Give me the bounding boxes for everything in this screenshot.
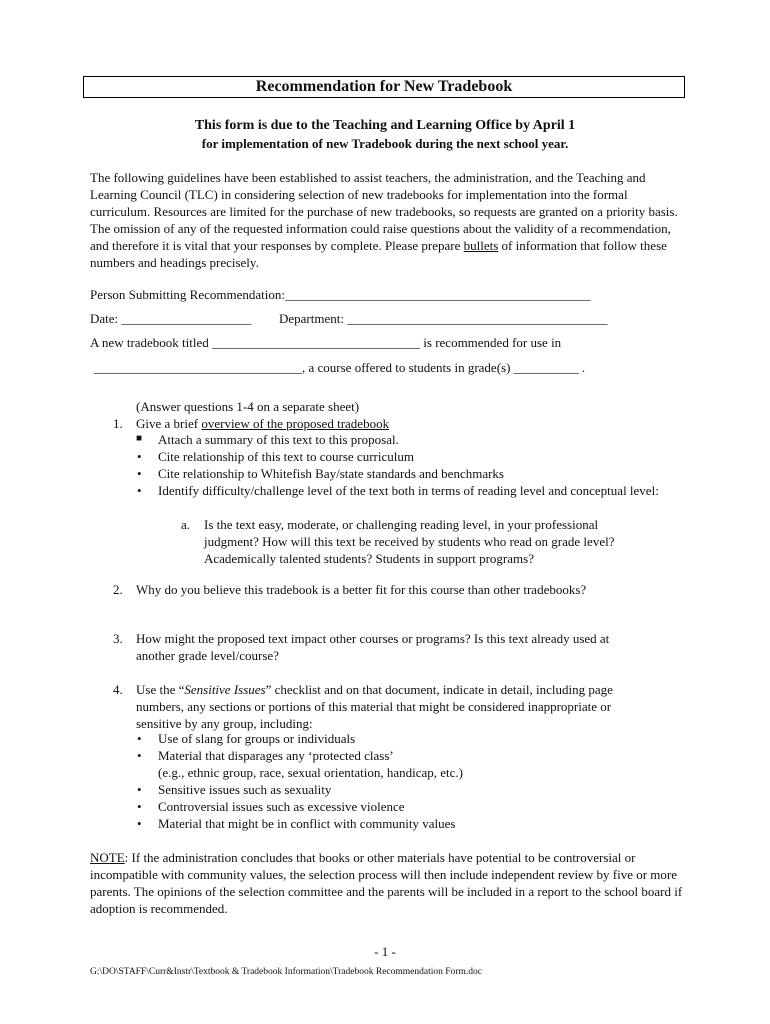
- department-field[interactable]: Department: ________________________________________: [279, 311, 608, 326]
- note-paragraph: [90, 850, 690, 918]
- q4-bullet-1: Use of slang for groups or individuals: [158, 731, 356, 746]
- q4-text: [136, 682, 651, 733]
- form-title: Recommendation for New Tradebook: [83, 76, 685, 98]
- q1-text: [136, 416, 389, 433]
- q2-number: 2.: [113, 582, 123, 597]
- bullet-icon: •: [137, 449, 142, 464]
- page-number: - 1 -: [374, 944, 396, 959]
- q1-bullet-2: Cite relationship of this text to course curriculum: [158, 449, 414, 464]
- q2-text: Why do you believe this tradebook is a better fit for this course than other tradebooks?: [136, 582, 587, 597]
- answer-instructions: (Answer questions 1-4 on a separate sheet): [136, 399, 360, 414]
- intro-text: The following guidelines have been established to assist teachers, the administration, and the Teaching and Learning Council (TLC) in considering selection of new tradebooks for implementation into the formal curriculum. Resources are limited for the purchase of new tradebooks, so requests are granted on a priority basis. The omission of any of the requested information could raise questions about the validity of a recommendation, and therefore it is vital that your responses by complete. Please prepare: [90, 170, 678, 253]
- intro-paragraph: [90, 170, 685, 271]
- bullet-icon: •: [137, 816, 142, 831]
- q1-overview-emphasis: overview of the proposed tradebook: [201, 416, 390, 431]
- q3-number: 3.: [113, 631, 123, 646]
- q4-pre: Use the “: [136, 682, 185, 697]
- q4-bullet-3: Sensitive issues such as sexuality: [158, 782, 332, 797]
- square-bullet-icon: ■: [136, 433, 143, 444]
- q3-text: How might the proposed text impact other courses or programs? Is this text already used at another grade level/course?: [136, 631, 610, 663]
- file-path-footer: G:\DO\STAFF\Curr&Instr\Textbook & Tradebook Information\Tradebook Recommendation Form.doc: [90, 967, 482, 977]
- bullet-icon: •: [137, 782, 142, 797]
- tradebook-title-field[interactable]: A new tradebook titled ________________________________ is recommended for use in: [90, 335, 562, 350]
- q1-bullet-4: Identify difficulty/challenge level of the text both in terms of reading level and conceptual level:: [158, 483, 659, 498]
- sensitive-issues-title: Sensitive Issues: [184, 682, 266, 697]
- date-field[interactable]: Date: ____________________: [90, 311, 252, 326]
- note-text: : If the administration concludes that books or other materials have potential to be controversial or incompatible with community values, the selection process will then include independent review by five or more parents. The opinions of the selection committee and the parents will be included in a report to the school board if adoption is recommended.: [90, 850, 683, 916]
- q4-bullet-4: Controversial issues such as excessive violence: [158, 799, 405, 814]
- q4-bullet-5: Material that might be in conflict with community values: [158, 816, 456, 831]
- implementation-line: for implementation of new Tradebook during the next school year.: [201, 136, 569, 151]
- course-grade-field[interactable]: ________________________________, a course offered to students in grade(s) __________ .: [94, 360, 586, 375]
- q4-number: 4.: [113, 682, 123, 697]
- person-submitting-field[interactable]: Person Submitting Recommendation:_______________________________________________: [90, 287, 591, 302]
- note-label: NOTE: [90, 850, 125, 865]
- bullet-icon: •: [137, 748, 142, 763]
- due-date-line: This form is due to the Teaching and Learning Office by April 1: [194, 118, 576, 133]
- q1-bullet-1: Attach a summary of this text to this proposal.: [158, 432, 399, 447]
- q1-sub-label: a.: [181, 517, 191, 532]
- bullet-icon: •: [137, 731, 142, 746]
- intro-text-end: of information that follow these numbers and headings precisely.: [90, 237, 667, 270]
- bullet-icon: •: [137, 483, 142, 498]
- q1-number: 1.: [113, 416, 123, 431]
- q1-lead: Give a brief: [136, 416, 202, 431]
- q4-post: ” checklist and on that document, indicate in detail, including page numbers, any sections or portions of this material that might be considered inappropriate or sensitive by any group, including:: [136, 682, 613, 731]
- bullet-icon: •: [137, 466, 142, 481]
- q1-bullet-3: Cite relationship to Whitefish Bay/state standards and benchmarks: [158, 466, 504, 481]
- q1-sub-text: Is the text easy, moderate, or challenging reading level, in your professional judgment? How will this text be received by students who read on grade level? Academically talented students? Students in support programs?: [204, 517, 615, 566]
- q4-bullet-2: Material that disparages any ‘protected class’: [158, 748, 394, 763]
- bullets-emphasis: bullets: [463, 237, 499, 253]
- q4-bullet-2-continued: (e.g., ethnic group, race, sexual orientation, handicap, etc.): [158, 765, 464, 780]
- bullet-icon: •: [137, 799, 142, 814]
